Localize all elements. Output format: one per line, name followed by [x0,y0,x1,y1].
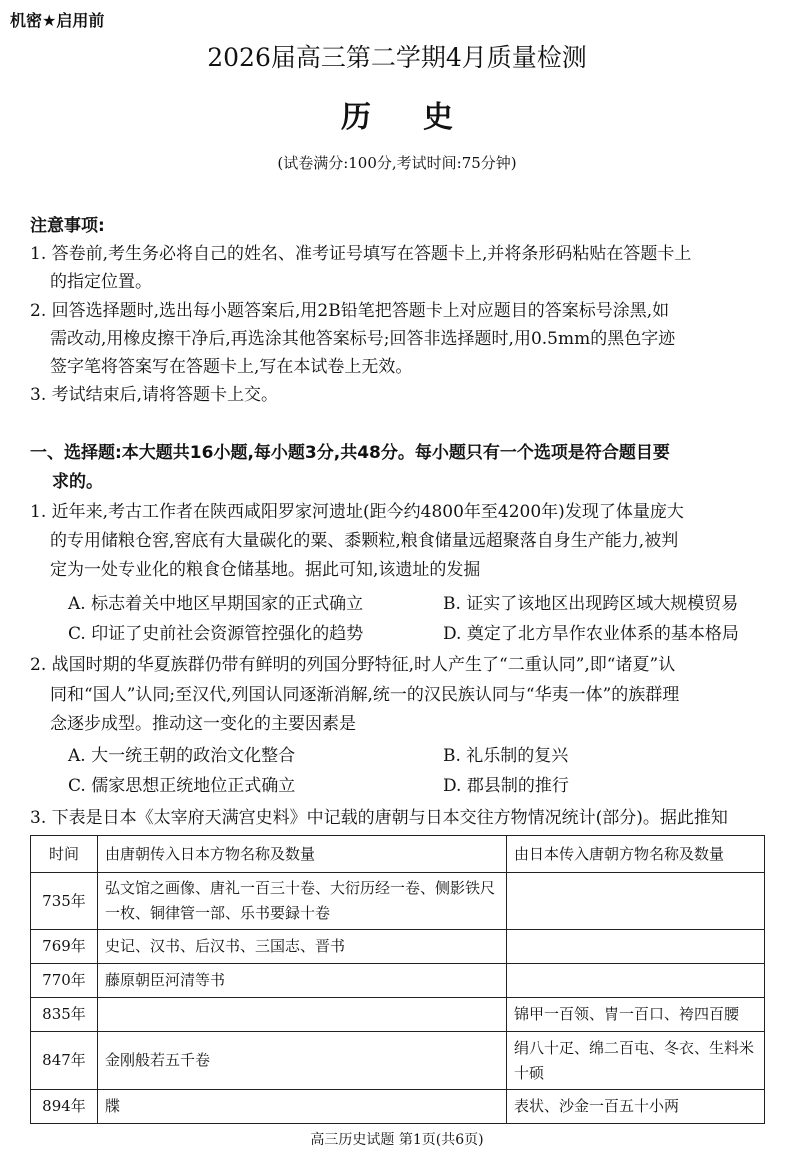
table-header-japan-to-tang: 由日本传入唐朝方物名称及数量 [507,836,765,873]
table-cell [507,873,765,930]
table-cell-year: 894年 [31,1090,98,1124]
table-row [31,998,765,1032]
q2-option-b: B. 礼乐制的复兴 [443,746,569,766]
table-cell: 锦甲一百领、冑一百口、袴四百腰 [507,998,765,1032]
notice-2-line-2: 需改动,用橡皮擦干净后,再选涂其他答案标号;回答非选择题时,用0.5mm的黑色字迹 [50,329,676,349]
table-cell-year: 769年 [31,930,98,964]
q2-option-d: D. 郡县制的推行 [443,776,569,796]
table-header-row [31,836,765,873]
table-cell [98,998,507,1032]
table-row [31,930,765,964]
table-cell: 表状、沙金一百五十小两 [507,1090,765,1124]
q1-option-a: A. 标志着关中地区早期国家的正式确立 [68,594,364,614]
table-cell [507,930,765,964]
q2-option-c: C. 儒家思想正统地位正式确立 [68,776,296,796]
table-cell-year: 770年 [31,964,98,998]
table-cell: 绢八十疋、绵二百屯、冬衣、生料米十硕 [507,1032,765,1090]
table-cell: 史记、汉书、后汉书、三国志、晋书 [98,930,507,964]
table-row [31,964,765,998]
notice-1-line-1: 1. 答卷前,考生务必将自己的姓名、准考证号填写在答题卡上,并将条形码粘贴在答题卡上 [30,244,692,264]
section-heading: 一、选择题:本大题共16小题,每小题3分,共48分。每小题只有一个选项是符合题目要 [30,443,670,463]
q1-stem-line-1: 1. 近年来,考古工作者在陕西咸阳罗家河遗址(距今约4800年至4200年)发现了体量庞大 [30,502,684,522]
table-row [31,1090,765,1124]
exam-info: (试卷满分:100分,考试时间:75分钟) [277,154,517,172]
table-cell: 藤原朝臣河清等书 [98,964,507,998]
notice-2-line-1: 2. 回答选择题时,选出每小题答案后,用2B铅笔把答题卡上对应题目的答案标号涂黑,如 [30,301,670,321]
table-header-tang-to-japan: 由唐朝传入日本方物名称及数量 [98,836,507,873]
notice-1-line-2: 的指定位置。 [50,272,152,292]
tribute-table [30,835,765,1124]
table-cell: 金刚般若五千卷 [98,1032,507,1090]
notice-2-line-3: 签字笔将答案写在答题卡上,写在本试卷上无效。 [50,357,413,377]
page-footer: 高三历史试题 第1页(共6页) [310,1132,484,1148]
table-row [31,1032,765,1090]
notice-heading: 注意事项: [30,216,105,236]
table-cell-year: 835年 [31,998,98,1032]
table-header-year: 时间 [31,836,98,873]
q1-stem-line-2: 的专用储粮仓窖,窖底有大量碳化的粟、黍颗粒,粮食储量远超聚落自身生产能力,被判 [50,531,679,551]
q1-option-d: D. 奠定了北方旱作农业体系的基本格局 [443,624,739,644]
notice-3-line-1: 3. 考试结束后,请将答题卡上交。 [30,385,279,405]
table-cell-year: 735年 [31,873,98,930]
subject-title: 历史 [341,100,505,135]
q2-stem-line-2: 同和“国人”认同;至汉代,列国认同逐渐消解,统一的汉民族认同与“华夷一体”的族群理 [50,685,680,705]
q1-stem-line-3: 定为一处专业化的粮食仓储基地。据此可知,该遗址的发掘 [50,560,481,580]
exam-title: 2026届高三第二学期4月质量检测 [207,43,587,72]
table-cell [507,964,765,998]
q1-option-c: C. 印证了史前社会资源管控强化的趋势 [68,624,364,644]
section-heading-line-2: 求的。 [52,472,103,492]
table-cell-year: 847年 [31,1032,98,1090]
q1-option-b: B. 证实了该地区出现跨区域大规模贸易 [443,594,739,614]
confidential-label: 机密★启用前 [10,11,105,30]
table-cell: 牒 [98,1090,507,1124]
table-row [31,873,765,930]
q3-stem: 3. 下表是日本《太宰府天满宫史料》中记载的唐朝与日本交往方物情况统计(部分)。据此推知 [30,808,728,828]
q2-option-a: A. 大一统王朝的政治文化整合 [68,746,296,766]
table-cell: 弘文馆之画像、唐礼一百三十卷、大衍历经一卷、侧影铁尺一枚、铜律管一部、乐书要録十卷 [98,873,507,930]
q2-stem-line-1: 2. 战国时期的华夏族群仍带有鲜明的列国分野特征,时人产生了“二重认同”,即“诸夏”认 [30,655,676,675]
q2-stem-line-3: 念逐步成型。推动这一变化的主要因素是 [50,714,356,734]
